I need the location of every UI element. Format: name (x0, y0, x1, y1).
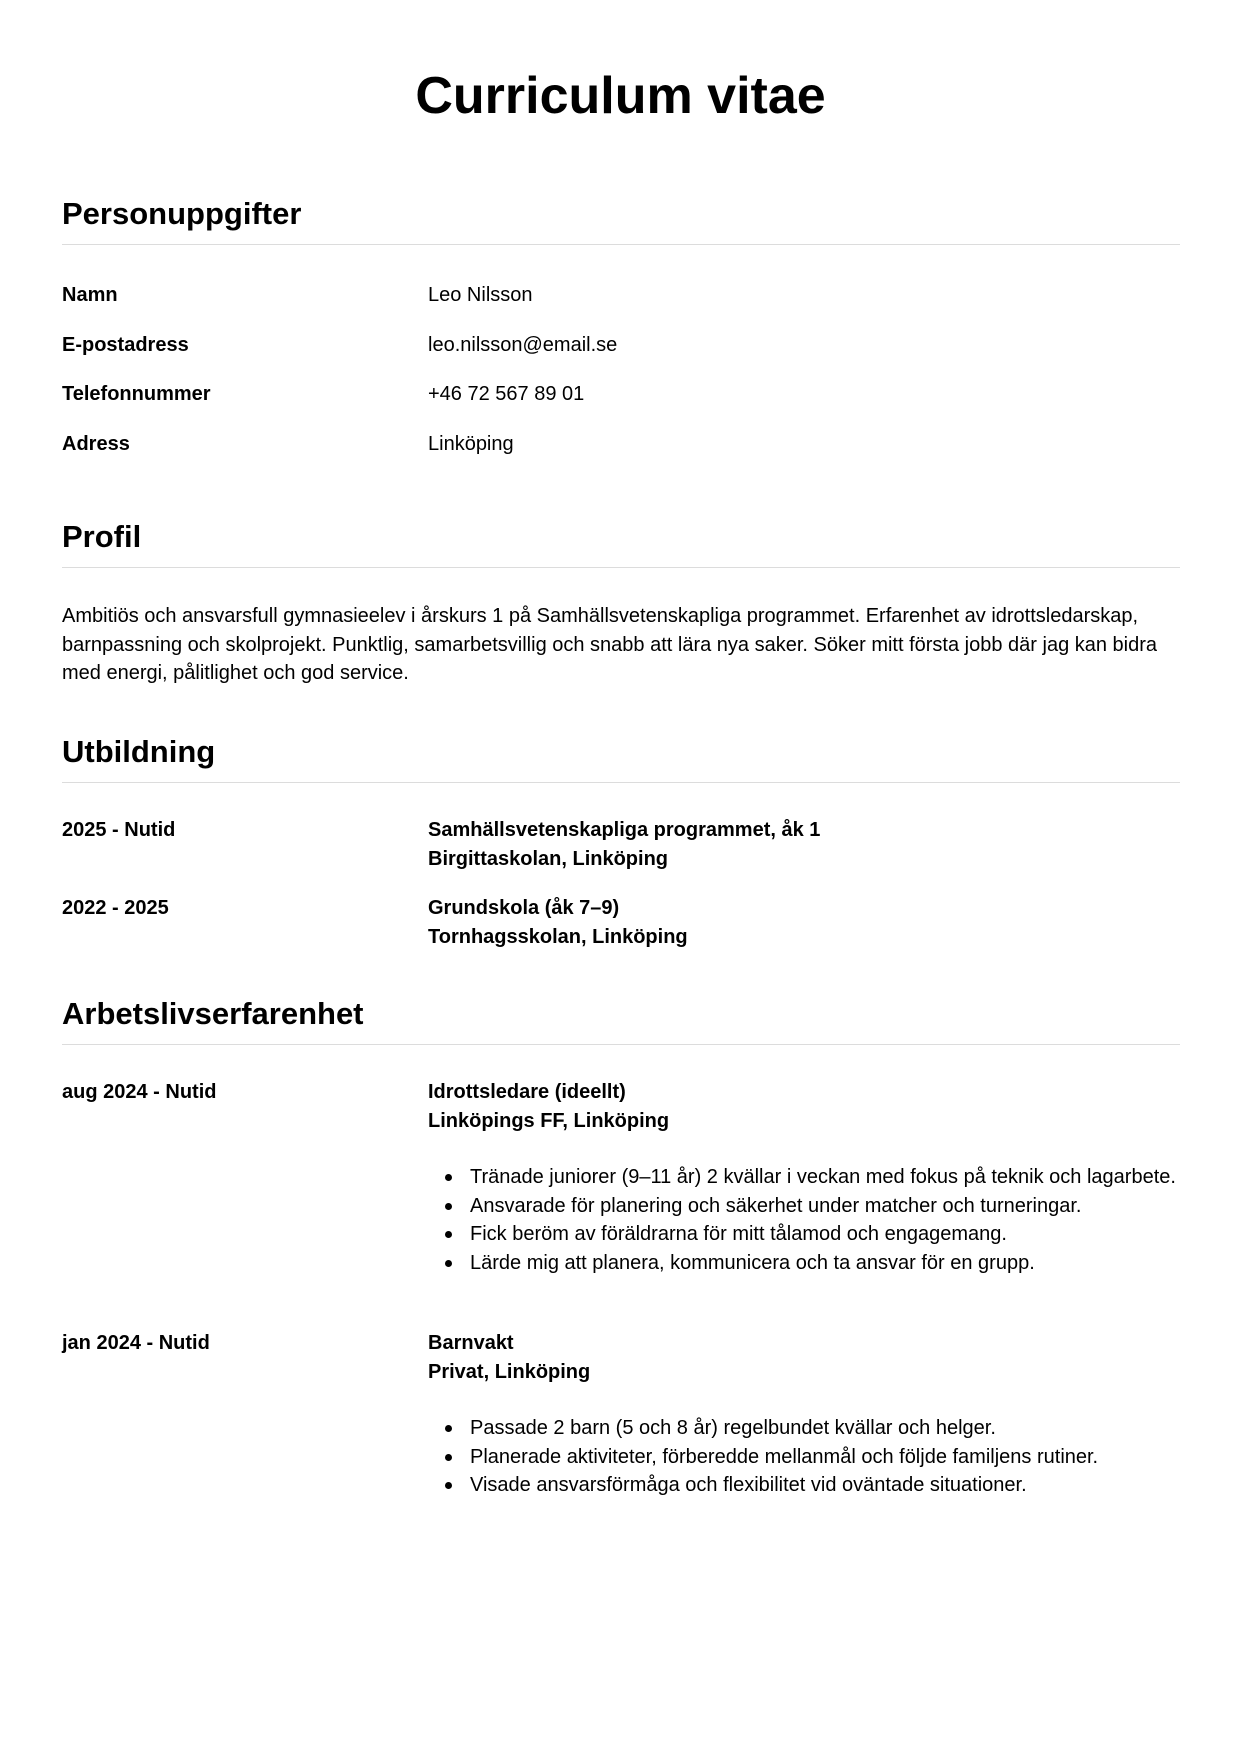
field-label: E-postadress (62, 334, 189, 356)
section-personal (62, 196, 1180, 455)
bullet-text: Tränade juniorer (9–11 år) 2 kvällar i veckan med fokus på teknik och lagarbete. (470, 1166, 1176, 1188)
section-experience (62, 996, 1180, 1496)
bullet-text: Ansvarade för planering och säkerhet under matcher och turneringar. (470, 1194, 1082, 1217)
list-item (470, 1414, 1180, 1443)
list-item (470, 1471, 1180, 1500)
education-place: Tornhagsskolan, Linköping (428, 925, 688, 948)
field-value: Leo Nilsson (428, 284, 533, 306)
section-profile (62, 519, 1180, 684)
bullet-text: Fick beröm av föräldrarna för mitt tålamod och engagemang. (470, 1223, 1007, 1245)
education-title: Grundskola (åk 7–9) (428, 897, 620, 919)
bullet-icon (445, 1260, 452, 1267)
experience-period: jan 2024 - Nutid (62, 1332, 210, 1354)
bullet-text: Passade 2 barn (5 och 8 år) regelbundet kvällar och helger. (470, 1417, 996, 1439)
bullet-icon (445, 1425, 452, 1432)
field-label: Namn (62, 284, 118, 306)
experience-title: Barnvakt (428, 1332, 514, 1354)
bullet-icon (445, 1203, 452, 1210)
section-divider (62, 567, 1180, 568)
education-period: 2025 - Nutid (62, 819, 176, 841)
list-item (470, 1220, 1180, 1249)
section-education (62, 734, 1180, 948)
section-heading-experience: Arbetslivserfarenhet (62, 996, 364, 1031)
section-heading-personal: Personuppgifter (62, 196, 302, 231)
document-title: Curriculum vitae (415, 67, 826, 125)
list-item (470, 1192, 1180, 1221)
bullet-icon (445, 1231, 452, 1238)
experience-details (428, 1329, 1180, 1500)
section-divider (62, 1044, 1180, 1045)
bullet-text: Planerade aktiviteter, förberedde mellanmål och följde familjens rutiner. (470, 1445, 1099, 1468)
experience-place: Privat, Linköping (428, 1360, 591, 1383)
experience-title: Idrottsledare (ideellt) (428, 1081, 626, 1103)
field-value: leo.nilsson@email.se (428, 334, 618, 356)
section-divider (62, 782, 1180, 783)
education-place: Birgittaskolan, Linköping (428, 847, 669, 870)
bullet-icon (445, 1482, 452, 1489)
experience-period: aug 2024 - Nutid (62, 1081, 217, 1103)
field-value: +46 72 567 89 01 (428, 383, 585, 405)
list-item (470, 1163, 1180, 1192)
section-heading-education: Utbildning (62, 734, 216, 769)
bullet-text: Lärde mig att planera, kommunicera och ta ansvar för en grupp. (470, 1251, 1035, 1274)
bullet-icon (445, 1174, 452, 1181)
profile-text: Ambitiös och ansvarsfull gymnasieelev i årskurs 1 på Samhällsvetenskapliga programmet. Erfarenhet av idrottsledarskap, barnpassning och skolprojekt. Punktlig, samarbetsvillig och snabb att lära nya saker. Söker mitt första jobb där jag kan bidra med energi, pålitlighet och god service. (62, 605, 1158, 684)
education-title: Samhällsvetenskapliga programmet, åk 1 (428, 819, 821, 841)
education-period: 2022 - 2025 (62, 897, 169, 919)
list-item (470, 1249, 1180, 1278)
education-details (428, 816, 1180, 873)
experience-place: Linköpings FF, Linköping (428, 1109, 670, 1132)
experience-bullet-list (428, 1414, 1180, 1500)
experience-details (428, 1078, 1180, 1277)
list-item (470, 1443, 1180, 1472)
bullet-icon (445, 1454, 452, 1461)
bullet-text: Visade ansvarsförmåga och flexibilitet vid oväntade situationer. (470, 1474, 1027, 1496)
education-details (428, 894, 1180, 951)
experience-bullet-list (428, 1163, 1180, 1277)
field-value: Linköping (428, 433, 514, 455)
field-label: Adress (62, 433, 130, 455)
section-heading-profile: Profil (62, 519, 142, 554)
section-divider (62, 244, 1180, 245)
field-label: Telefonnummer (62, 383, 211, 405)
